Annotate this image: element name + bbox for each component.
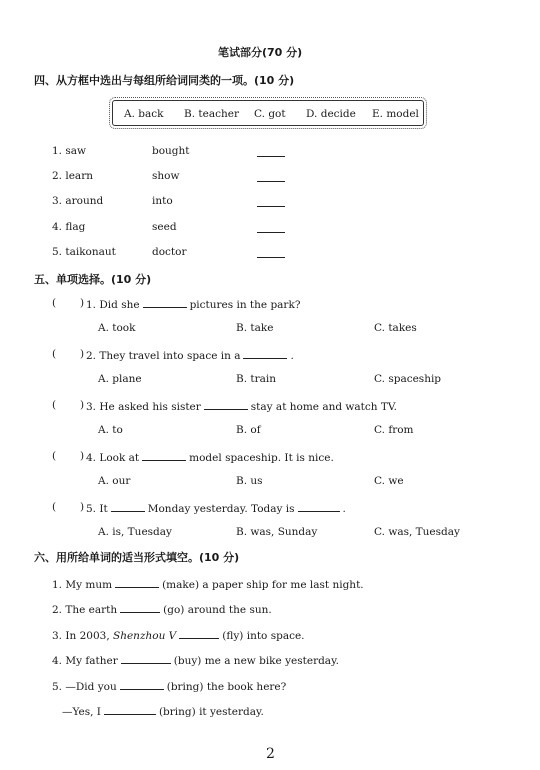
answer-paren-open: ( bbox=[52, 399, 57, 411]
fill-item-4 bbox=[52, 653, 339, 667]
page-number: 2 bbox=[266, 746, 275, 762]
answer-paren-close: ) bbox=[80, 501, 85, 513]
question-2 bbox=[86, 348, 294, 362]
fill-item-5 bbox=[52, 679, 286, 693]
s4-row4-right: seed bbox=[152, 221, 177, 233]
option-b: B. teacher bbox=[184, 108, 239, 120]
question-3 bbox=[86, 399, 397, 413]
question-text: Monday yesterday. Today is bbox=[147, 503, 295, 515]
question-text: 2. They travel into space in a bbox=[86, 350, 241, 362]
item-italic-text: Shenzhou V bbox=[113, 630, 177, 642]
item-text: 2. The earth bbox=[52, 604, 118, 616]
fill-blank[interactable] bbox=[142, 450, 186, 461]
choice-a[interactable]: A. is, Tuesday bbox=[98, 526, 172, 538]
s4-answer-blank[interactable] bbox=[257, 206, 285, 207]
s4-row5-right: doctor bbox=[152, 246, 187, 258]
fill-blank[interactable] bbox=[121, 653, 171, 664]
choice-c[interactable]: C. we bbox=[374, 475, 404, 487]
choice-a[interactable]: A. plane bbox=[98, 373, 142, 385]
option-e: E. model bbox=[372, 108, 419, 120]
s4-row1-right: bought bbox=[152, 145, 190, 157]
s4-answer-blank[interactable] bbox=[257, 156, 285, 157]
choice-a[interactable]: A. took bbox=[98, 322, 136, 334]
question-text: 1. Did she bbox=[86, 299, 140, 311]
choice-b[interactable]: B. was, Sunday bbox=[236, 526, 318, 538]
question-text: . bbox=[342, 503, 346, 515]
question-5 bbox=[86, 501, 346, 515]
question-text: model spaceship. It is nice. bbox=[189, 452, 334, 464]
fill-item-3 bbox=[52, 628, 305, 642]
s4-row1-left: 1. saw bbox=[52, 145, 86, 157]
answer-paren-close: ) bbox=[80, 297, 85, 309]
choice-c[interactable]: C. spaceship bbox=[374, 373, 442, 385]
fill-blank[interactable] bbox=[111, 501, 145, 512]
choice-b[interactable]: B. us bbox=[236, 475, 263, 487]
s4-answer-blank[interactable] bbox=[257, 257, 285, 258]
question-text: pictures in the park? bbox=[189, 299, 301, 311]
question-text: . bbox=[290, 350, 294, 362]
answer-paren-open: ( bbox=[52, 450, 57, 462]
question-text: stay at home and watch TV. bbox=[250, 401, 397, 413]
fill-blank[interactable] bbox=[115, 577, 159, 588]
s4-row4-left: 4. flag bbox=[52, 221, 86, 233]
answer-paren-open: ( bbox=[52, 348, 57, 360]
answer-paren-close: ) bbox=[80, 399, 85, 411]
section4-heading: 四、从方框中选出与每组所给词同类的一项。(10 分) bbox=[34, 74, 295, 87]
section5-heading: 五、单项选择。(10 分) bbox=[34, 273, 152, 286]
answer-paren-close: ) bbox=[80, 348, 85, 360]
s4-row3-right: into bbox=[152, 195, 173, 207]
section6-heading: 六、用所给单词的适当形式填空。(10 分) bbox=[34, 551, 240, 564]
question-1 bbox=[86, 297, 300, 311]
fill-item-2 bbox=[52, 602, 272, 616]
fill-item-1 bbox=[52, 577, 364, 591]
answer-paren-open: ( bbox=[52, 297, 57, 309]
item-text: 5. —Did you bbox=[52, 681, 117, 693]
choice-b[interactable]: B. train bbox=[236, 373, 277, 385]
question-text: 4. Look at bbox=[86, 452, 140, 464]
question-4 bbox=[86, 450, 334, 464]
choice-c[interactable]: C. takes bbox=[374, 322, 417, 334]
item-text: (buy) me a new bike yesterday. bbox=[173, 655, 339, 667]
s4-row5-left: 5. taikonaut bbox=[52, 246, 116, 258]
fill-blank[interactable] bbox=[243, 348, 287, 359]
page-title: 笔试部分(70 分) bbox=[218, 46, 303, 59]
s4-row2-right: show bbox=[152, 170, 180, 182]
item-text: 1. My mum bbox=[52, 579, 113, 591]
question-text: 5. It bbox=[86, 503, 108, 515]
fill-blank[interactable] bbox=[204, 399, 248, 410]
item-text: 4. My father bbox=[52, 655, 118, 667]
question-text: 3. He asked his sister bbox=[86, 401, 201, 413]
choice-c[interactable]: C. from bbox=[374, 424, 414, 436]
item-text: (fly) into space. bbox=[222, 630, 305, 642]
s4-answer-blank[interactable] bbox=[257, 232, 285, 233]
item-text: (go) around the sun. bbox=[163, 604, 272, 616]
item-text: (bring) it yesterday. bbox=[158, 706, 264, 718]
answer-paren-close: ) bbox=[80, 450, 85, 462]
s4-row2-left: 2. learn bbox=[52, 170, 93, 182]
item-text: 3. In 2003, bbox=[52, 630, 114, 642]
choice-b[interactable]: B. take bbox=[236, 322, 274, 334]
option-a: A. back bbox=[124, 108, 164, 120]
s4-row3-left: 3. around bbox=[52, 195, 104, 207]
fill-blank[interactable] bbox=[104, 704, 156, 715]
fill-item-6 bbox=[62, 704, 264, 718]
choice-b[interactable]: B. of bbox=[236, 424, 261, 436]
choice-c[interactable]: C. was, Tuesday bbox=[374, 526, 460, 538]
answer-paren-open: ( bbox=[52, 501, 57, 513]
fill-blank[interactable] bbox=[179, 628, 219, 639]
choice-a[interactable]: A. to bbox=[98, 424, 123, 436]
item-text: (make) a paper ship for me last night. bbox=[162, 579, 364, 591]
option-d: D. decide bbox=[306, 108, 356, 120]
s4-answer-blank[interactable] bbox=[257, 181, 285, 182]
choice-a[interactable]: A. our bbox=[98, 475, 131, 487]
fill-blank[interactable] bbox=[120, 679, 164, 690]
fill-blank[interactable] bbox=[120, 602, 160, 613]
option-c: C. got bbox=[254, 108, 286, 120]
item-text: (bring) the book here? bbox=[166, 681, 287, 693]
fill-blank[interactable] bbox=[143, 297, 187, 308]
item-text: —Yes, I bbox=[62, 706, 101, 718]
fill-blank[interactable] bbox=[298, 501, 340, 512]
